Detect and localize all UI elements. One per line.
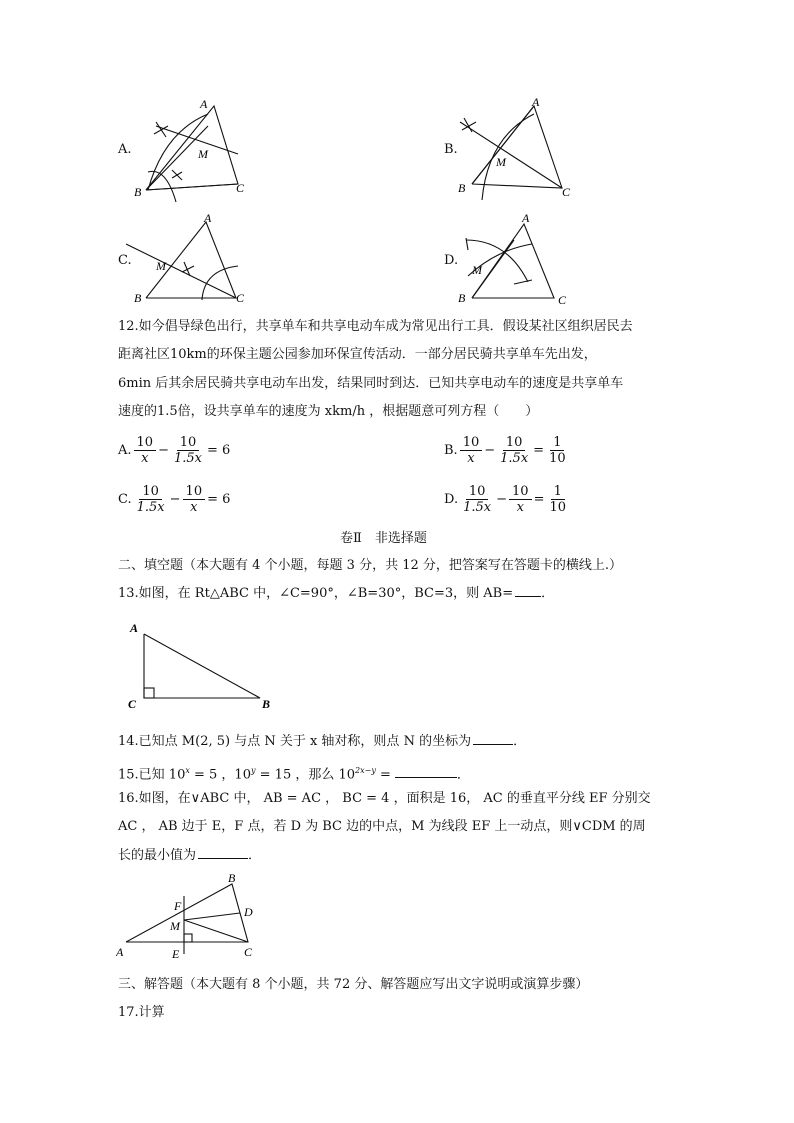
option-b-label: B.: [444, 142, 458, 157]
figure-option-a: [126, 92, 256, 204]
section3-header: 三、解答题（本大题有 8 个小题，共 72 分、解答题应写出文字说明或演算步骤）: [118, 977, 589, 992]
label-b: B: [134, 291, 142, 305]
label-b: B: [262, 697, 271, 711]
figure-option-d: [452, 210, 582, 310]
label-m: M: [156, 259, 166, 273]
volume-title: 卷Ⅱ 非选择题: [340, 531, 427, 546]
q16-line3: 长的最小值为 ．: [118, 848, 262, 863]
answer-blank: [473, 732, 513, 745]
label-c: C: [236, 181, 245, 195]
label-a: A: [204, 211, 212, 225]
option-a-label: A.: [118, 142, 132, 157]
label-e: E: [172, 947, 180, 961]
figure-option-c: [126, 210, 256, 310]
label-m: M: [198, 147, 208, 161]
label-a: A: [200, 97, 208, 111]
label-c: C: [558, 293, 567, 307]
label-c: C: [128, 697, 137, 711]
q16-line2: AC ， AB 边于 E，F 点，若 D 为 BC 边的中点，M 为线段 EF 上一动点，则∨CDM 的周: [118, 819, 646, 834]
q12-option-a: A. $\frac{10}{x}$ − $\frac{10}{1.5x}$ = 6: [118, 435, 231, 466]
q12-line2: 距离社区10km的环保主题公园参加环保宣传活动．一部分居民骑共享单车先出发，: [118, 347, 597, 362]
q17-text: 17.计算: [118, 1005, 165, 1020]
q12-option-d: D. $\frac{10}{1.5x}$ − $\frac{10}{x}$ = $\frac{1}{10}$: [444, 484, 567, 515]
label-a: A: [532, 95, 540, 109]
q12-line4: 速度的1.5倍，设共享单车的速度为 xkm/h ，根据题意可列方程（ ）: [118, 404, 539, 419]
q12-option-b: B. $\frac{10}{x}$ − $\frac{10}{1.5x}$ = $\frac{1}{10}$: [444, 435, 566, 466]
label-c: C: [562, 185, 571, 199]
answer-blank: [395, 765, 457, 778]
q13-figure: [124, 618, 284, 714]
q15-text: 15.已知 $10^x = 5$ ，$10^y = 15$ ，那么 $10^{2x-y}$ = ．: [118, 766, 470, 783]
q12-line3: 6min 后其余居民骑共享电动车出发，结果同时到达．已知共享电动车的速度是共享单车: [118, 376, 624, 391]
label-m: M: [170, 919, 180, 933]
option-d-label: D.: [444, 253, 459, 268]
answer-blank: [515, 584, 541, 597]
q16-figure: [116, 868, 276, 964]
label-b: B: [458, 291, 466, 305]
label-b: B: [458, 181, 466, 195]
label-b: B: [228, 871, 236, 885]
q12-option-c: C. $\frac{10}{1.5x}$ − $\frac{10}{x}$ = 6: [118, 484, 231, 515]
q14-text: 14.已知点 M(2, 5) 与点 N 关于 x 轴对称，则点 N 的坐标为 ．: [118, 734, 527, 749]
option-c-label: C.: [118, 253, 132, 268]
label-a: A: [522, 211, 530, 225]
label-a: A: [130, 621, 139, 635]
label-c: C: [244, 945, 253, 959]
label-b: B: [134, 185, 142, 199]
label-f: F: [174, 899, 182, 913]
label-c: C: [236, 291, 245, 305]
answer-blank: [198, 846, 248, 859]
figure-option-b: [452, 92, 582, 204]
section2-header: 二、填空题（本大题有 4 个小题，每题 3 分，共 12 分，把答案写在答题卡的横线上.）: [118, 558, 623, 573]
q13-text: 13.如图，在 Rt△ABC 中，∠C=90°，∠B=30°，BC=3，则 AB= ．: [118, 586, 555, 601]
label-a: A: [116, 945, 124, 959]
label-m: M: [472, 263, 482, 277]
q12-line1: 12.如今倡导绿色出行，共享单车和共享电动车成为常见出行工具．假设某社区组织居民去: [118, 319, 633, 334]
label-d: D: [244, 905, 253, 919]
label-m: M: [496, 155, 506, 169]
q16-line1: 16.如图，在∨ABC 中， AB = AC ， BC = 4 ，面积是 16， AC 的垂直平分线 EF 分别交: [118, 791, 651, 806]
